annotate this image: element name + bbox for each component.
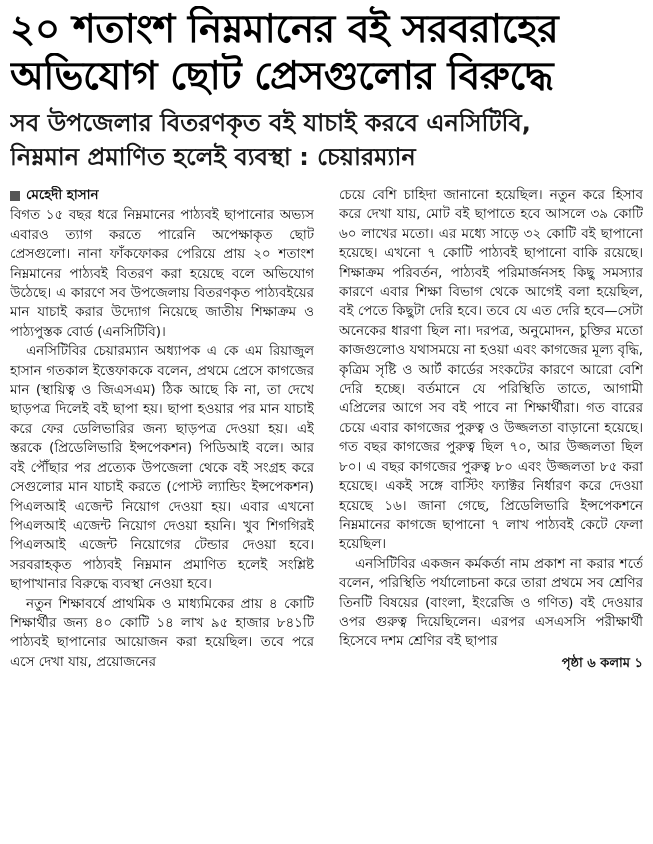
continued-on-page-link[interactable]: পৃষ্ঠা ৬ কলাম ১ [561,655,643,671]
subheadline-line-1: সব উপজেলার বিতরণকৃত বই যাচাই করবে এনসিটিবি, [10,109,531,137]
left-column [10,186,314,673]
headline [10,6,643,100]
right-column [339,186,643,673]
headline-line-1: ২০ শতাংশ নিম্নমানের বই সরবরাহের [10,7,559,52]
paragraph: চেয়ে বেশি চাহিদা জানানো হয়েছিল। নতুন করে হিসাব করে দেখা যায়, মোট বই ছাপাতে হবে আসলে ৩৯ কোটি ৬০ লাখের মতো। এর মধ্যে সাড়ে ৩২ কোটি বই ছাপানো হয়েছে। এখনো ৭ কোটি পাঠ্যবই ছাপানো বাকি রয়েছে। শিক্ষাক্রম পরিবর্তন, পাঠ্যবই পরিমার্জনসহ কিছু সমস্যার কারণে এবার শিক্ষা বিভাগ থেকে আগেই বলা হয়েছিল, বই পেতে কিছুটা দেরি হবে। তবে যে এত দেরি হবে—সেটা অনেকের ধারণা ছিল না। দরপত্র, অনুমোদন, চুক্তির মতো কাজগুলোও যথাসময়ে না হওয়া এবং কাগজের মূল্য বৃদ্ধি, কৃত্রিম সৃষ্টি ও আর্ট কার্ডের সংকটের কারণে আরো বেশি দেরি হচ্ছে। বর্তমানে যে পরিস্থিতি তাতে, আগামী এপ্রিলের আগে সব বই পাবে না শিক্ষার্থীরা। গত বারের চেয়ে এবার কাগজের পুরুত্ব ও উজ্জলতা বাড়ানো হয়েছে। গত বছর কাগজের পুরুত্ব ছিল ৭০, আর উজ্জলতা ছিল ৮০। এ বছর কাগজের পুরুত্ব ৮০ এবং উজ্জলতা ৮৫ করা হয়েছে। একই সঙ্গে বাস্টিং ফ্যাক্টর নির্ধারণ করে দেওয়া হয়েছে ১৬। জানা গেছে, প্রিডেলিভারি ইন্সপেকশনে নিম্নমানের কাগজে ছাপানো ৭ লাখ পাঠ্যবই কেটে ফেলা হয়েছিল। [339,188,643,553]
headline-line-2: অভিযোগ ছোট প্রেসগুলোর বিরুদ্ধে [10,54,554,99]
paragraph: নতুন শিক্ষাবর্ষে প্রাথমিক ও মাধ্যমিকের প্রায় ৪ কোটি শিক্ষার্থীর জন্য ৪০ কোটি ১৪ লাখ ৯৫ হাজার ৮৪১টি পাঠ্যবই ছাপানোর আয়োজন করা হয়েছিল। তবে পরে এসে দেখা যায়, প্রয়োজনের [10,596,314,670]
subheadline [10,106,643,174]
byline-square-icon [10,191,20,201]
byline-author: মেহেদী হাসান [26,188,99,203]
paragraph: বিগত ১৫ বছর ধরে নিম্নমানের পাঠ্যবই ছাপানোর অভ্যস এবারও ত্যাগ করতে পারেনি অপেক্ষাকৃত ছোট প্রেসগুলো। নানা ফাঁকফোকর পেরিয়ে প্রায় ২০ শতাংশ নিম্নমানের পাঠ্যবই বিতরণ করা হয়েছে বলে অভিযোগ উঠেছে। এ কারণে সব উপজেলায় বিতরণকৃত পাঠ্যবইয়ের মান যাচাই করার উদ্যোগ নিয়েছে জাতীয় শিক্ষাক্রম ও পাঠ্যপুস্তক বোর্ড (এনসিটিবি)। [10,208,314,340]
byline [10,186,314,205]
paragraph: এনসিটিবির চেয়ারম্যান অধ্যাপক এ কে এম রিয়াজুল হাসান গতকাল ইত্তেফাককে বলেন, প্রথমে প্রেসে কাগজের মান (স্থায়িত্ব ও জিএসএম) ঠিক আছে কি না, তা দেখে ছাড়পত্র দিলেই বই ছাপা হয়। ছাপা হওয়ার পর মান যাচাই করে ফের ডেলিভারির জন্য ছাড়পত্র দেওয়া হয়। এই স্তরকে (প্রিডেলিভারি ইন্সপেকশন) পিডিআই বলে। আর বই পৌঁছার পর প্রত্যেক উপজেলা থেকে বই সংগ্রহ করে সেগুলোর মান যাচাই করতে (পোস্ট ল্যান্ডিং ইন্সপেকশন) পিএলআই এজেন্ট নিয়োগ দেওয়া হয়। এবার এখনো পিএলআই এজেন্ট নিয়োগ দেওয়া হয়নি। খুব শিগগিরই পিএলআই এজেন্ট নিয়োগের টেন্ডার দেওয়া হবে। সরবরাহকৃত পাঠ্যবই নিম্নমান প্রমাণিত হলেই সংশ্লিষ্ট ছাপাখানার বিরুদ্ধে ব্যবস্থা নেওয়া হবে। [10,344,314,593]
article-columns [10,186,643,673]
subheadline-line-2: নিম্নমান প্রমাণিত হলেই ব্যবস্থা : চেয়ারম্যান [10,143,416,171]
paragraph: এনসিটিবির একজন কর্মকর্তা নাম প্রকাশ না করার শর্তে বলেন, পরিস্থিতি পর্যালোচনা করে তারা প্রথমে সব শ্রেণির তিনটি বিষয়ের (বাংলা, ইংরেজি ও গণিত) বই দেওয়ার ওপর গুরুত্ব দিয়েছিলেন। এরপর এসএসসি পরীক্ষার্থী হিসেবে দশম শ্রেণির বই ছাপার [339,556,643,650]
